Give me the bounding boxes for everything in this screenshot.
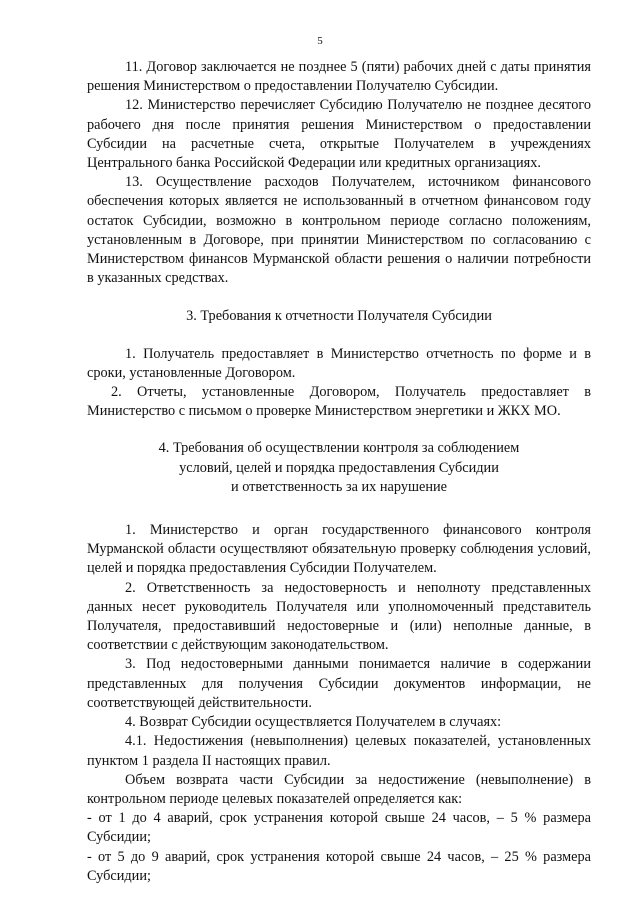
section-4-paragraph-volume: Объем возврата части Субсидии за недостижение (невыполнение) в контрольном периоде целевых показателей определяется как: — [87, 771, 591, 807]
section-4-paragraph-2: 2. Ответственность за недостоверность и неполноту представленных данных несет руководитель Получателя или уполномоченный представитель Получателя, предоставивший недостоверные и (или) неполные данные, в соответствии с действующим законодательством. — [87, 579, 591, 654]
paragraph-13: 13. Осуществление расходов Получателем, источником финансового обеспечения которых является не использованный в отчетном финансовом году остаток Субсидии, возможно в контрольном периоде согласно положениям, установленным в Договоре, при принятии Министерством по согласованию с Министерством финансов Мурманской области решения о наличии потребности в указанных средствах. — [87, 174, 591, 287]
section-4-paragraph-4: 4. Возврат Субсидии осуществляется Получателем в случаях: — [125, 714, 502, 731]
section-4-paragraph-1: 1. Министерство и орган государственного финансового контроля Мурманской области осуществляют обязательную проверку соблюдения условий, целей и порядка предоставления Субсидии Получателем. — [87, 522, 591, 577]
section-4-heading-line-3: и ответственность за их нарушение — [230, 478, 448, 495]
section-3-heading: 3. Требования к отчетности Получателя Субсидии — [186, 308, 492, 325]
section-4-paragraph-4-1: 4.1. Недостижения (невыполнения) целевых показателей, установленных пунктом 1 раздела II настоящих правил. — [87, 733, 591, 769]
paragraph-12: 12. Министерство перечисляет Субсидию Получателю не позднее десятого рабочего дня после принятия решения Министерством о предоставлении Субсидии на расчетные счета, открытые Получателем в учреждениях Центрального банка Российской Федерации или кредитных организациях. — [87, 97, 591, 172]
section-3-paragraph-2: 2. Отчеты, установленные Договором, Получатель предоставляет в Министерство с письмом о проверке Министерством энергетики и ЖКХ МО. — [87, 384, 591, 420]
document-body — [87, 58, 591, 886]
page-number: 5 — [317, 35, 323, 47]
list-item-2: - от 5 до 9 аварий, срок устранения которой свыше 24 часов, – 25 % размера Субсидии; — [87, 848, 591, 884]
section-4-heading-line-1: 4. Требования об осуществлении контроля за соблюдением — [158, 440, 520, 457]
section-4-heading-line-2: условий, целей и порядка предоставления Субсидии — [179, 459, 499, 476]
section-4-paragraph-3: 3. Под недостоверными данными понимается наличие в содержании представленных для получения Субсидии документов информации, не соответствующей действительности. — [87, 656, 591, 711]
section-3-paragraph-1: 1. Получатель предоставляет в Министерство отчетность по форме и в сроки, установленные Договором. — [87, 345, 591, 381]
section-4-heading — [87, 439, 591, 497]
paragraph-11: 11. Договор заключается не позднее 5 (пяти) рабочих дней с даты принятия решения Министерством о предоставлении Получателю Субсидии. — [87, 59, 591, 95]
list-item-1: - от 1 до 4 аварий, срок устранения которой свыше 24 часов, – 5 % размера Субсидии; — [87, 810, 591, 846]
